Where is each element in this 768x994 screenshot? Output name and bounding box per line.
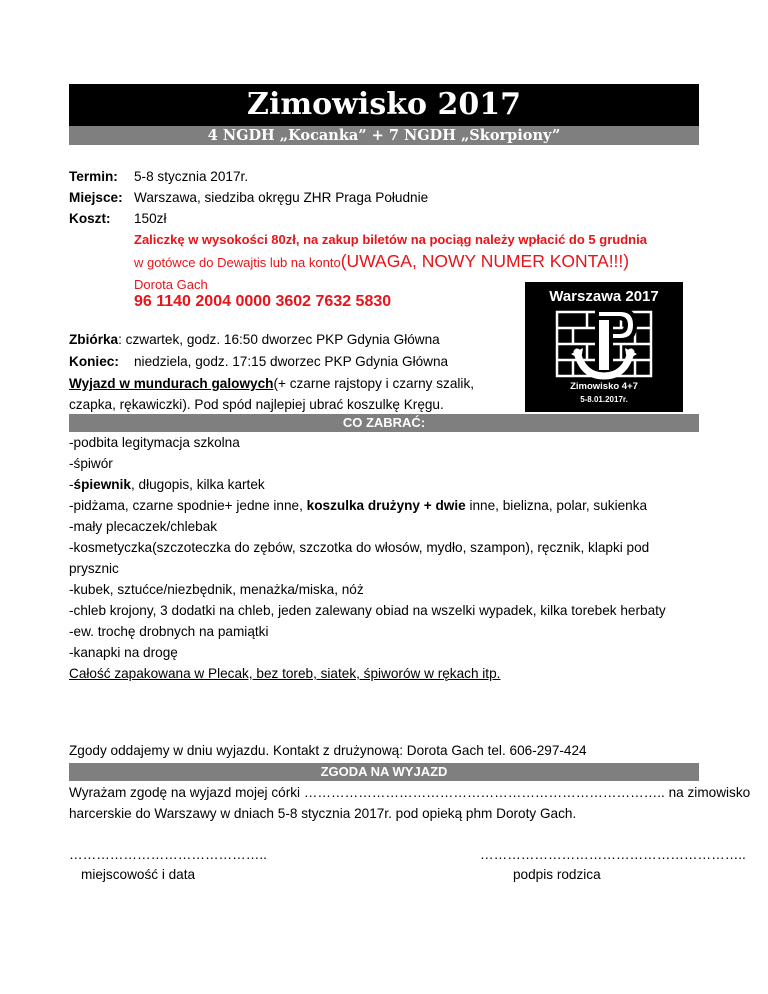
miejsce-value: Warszawa, siedziba okręgu ZHR Praga Południe (134, 190, 429, 205)
wyjazd-bold: Wyjazd w mundurach galowych (69, 376, 274, 391)
signature-label: podpis rodzica (513, 867, 601, 882)
zaliczka-text: Zaliczkę w wysokości 80zł, na zakup biletów na pociąg należy wpłacić do 5 grudnia (134, 232, 647, 247)
koniec-label: Koniec: (69, 354, 119, 369)
consent-heading: ZGODA NA WYJAZD (69, 763, 699, 781)
koniec-value: niedziela, godz. 17:15 dworzec PKP Gdynia Główna (134, 354, 449, 369)
consent-line2: harcerskie do Warszawy w dniach 5-8 stycznia 2017r. pod opieką phm Doroty Gach. (69, 806, 577, 821)
list-item: -chleb krojony, 3 dodatki na chleb, jeden zalewany obiad na wszelki wypadek, kilka torebek herbaty (69, 603, 666, 618)
gotowka-text: w gotówce do Dewajtis lub na konto (134, 255, 341, 270)
consent-line1: Wyrażam zgodę na wyjazd mojej córki …………………………………………………………………….. na zimowisko (69, 785, 751, 800)
miejsce-label: Miejsce: (69, 190, 123, 205)
wyjazd-rest: (+ czarne rajstopy i czarny szalik, (273, 376, 475, 391)
logo-subtitle: Zimowisko 4+7 (570, 381, 638, 392)
page-title: Zimowisko 2017 (69, 84, 699, 126)
konto-line (134, 250, 629, 274)
wyjazd-line2: czapka, rękawiczki). Pod spód najlepiej ubrać koszulkę Kręgu. (69, 397, 444, 412)
page-subtitle: 4 NGDH „Kocanka” + 7 NGDH „Skorpiony” (69, 126, 699, 145)
list-item: -kubek, sztućce/niezbędnik, menażka/miska, nóż (69, 582, 364, 597)
list-item-rest: inne, bielizna, polar, sukienka (465, 498, 648, 513)
list-item: prysznic (69, 561, 119, 576)
signature-field[interactable]: ………………………………………………….. (480, 847, 746, 862)
list-item-rest: , długopis, kilka kartek (130, 477, 265, 492)
list-item: -śpiwór (69, 456, 113, 471)
list-item (69, 476, 265, 494)
list-item: -mały plecaczek/chlebak (69, 519, 218, 534)
packing-note: Całość zapakowana w Plecak, bez toreb, siatek, śpiworów w rękach itp. (69, 666, 501, 681)
zbiorka-label: Zbiórka (69, 332, 119, 347)
list-item-prefix: - (69, 477, 74, 492)
termin-label: Termin: (69, 169, 118, 184)
koszt-value: 150zł (134, 211, 167, 226)
list-item-prefix: -pidżama, czarne spodnie+ jedne inne, (69, 498, 307, 513)
account-number: 96 1140 2004 0000 3602 7632 5830 (134, 293, 392, 310)
list-item-bold: śpiewnik (73, 477, 131, 492)
place-date-field[interactable]: …………………………………….. (69, 847, 267, 862)
list-item-bold: koszulka drużyny + dwie (306, 498, 466, 513)
list-item: -kanapki na drogę (69, 645, 178, 660)
logo-dates: 5-8.01.2017r. (580, 395, 628, 404)
list-item (69, 497, 647, 515)
zbiorka-value: : czwartek, godz. 16:50 dworzec PKP Gdynia Główna (118, 332, 440, 347)
list-item: -kosmetyczka(szczoteczka do zębów, szczotka do włosów, mydło, szampon), ręcznik, klapki pod (69, 540, 650, 555)
event-logo (525, 282, 683, 412)
termin-value: 5-8 stycznia 2017r. (134, 169, 249, 184)
logo-title: Warszawa 2017 (549, 288, 659, 305)
zbiorka-line (69, 331, 440, 349)
koszt-label: Koszt: (69, 211, 111, 226)
contact-line: Zgody oddajemy w dniu wyjazdu. Kontakt z drużynową: Dorota Gach tel. 606-297-424 (69, 743, 587, 758)
packing-heading: CO ZABRAĆ: (69, 414, 699, 432)
list-item: -ew. trochę drobnych na pamiątki (69, 624, 269, 639)
place-date-label: miejscowość i data (81, 867, 196, 882)
uwaga-text: (UWAGA, NOWY NUMER KONTA!!!) (340, 251, 630, 271)
wyjazd-line (69, 375, 474, 393)
list-item: -podbita legitymacja szkolna (69, 435, 240, 450)
anchor-icon (525, 282, 683, 412)
odbiorca-text: Dorota Gach (134, 277, 208, 292)
